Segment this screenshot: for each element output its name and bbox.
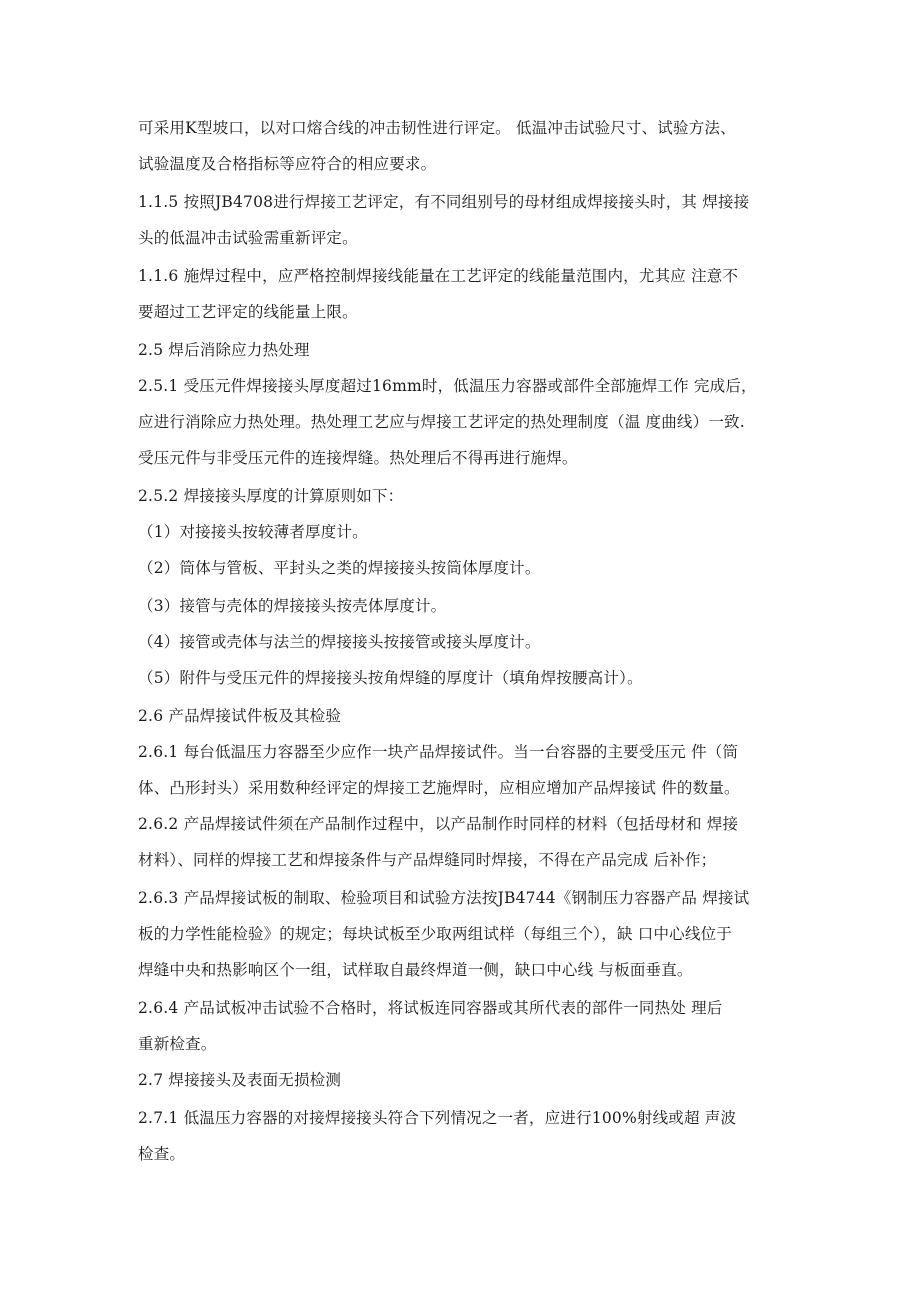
text-line: 1.1.6 施焊过程中，应严格控制焊接线能量在工艺评定的线能量范围内，尤其应 注意不 [138,267,739,285]
text-line: 2.6.1 每台低温压力容器至少应作一块产品焊接试件。当一台容器的主要受压元 件（筒 [138,743,739,761]
text-line: 可采用K型坡口，以对口熔合线的冲击韧性进行评定。 低温冲击试验尺寸、试验方法、 [138,119,736,137]
text-line: 检查。 [138,1145,186,1163]
section-heading: 2.5 焊后消除应力热处理 [138,341,310,359]
text-line: 2.6.3 产品焊接试板的制取、检验项目和试验方法按JB4744《钢制压力容器产品 焊接试 [138,889,750,907]
text-line: 受压元件与非受压元件的连接焊缝。热处理后不得再进行施焊。 [138,449,578,467]
text-line: 头的低温冲击试验需重新评定。 [138,229,358,247]
text-line: 体、凸形封头）采用数种经评定的焊接工艺施焊时，应相应增加产品焊接试 件的数量。 [138,779,740,797]
text-line: 应进行消除应力热处理。热处理工艺应与焊接工艺评定的热处理制度（温 度曲线）一致. [138,413,745,431]
list-item: （2）筒体与管板、平封头之类的焊接接头按筒体厚度计。 [138,559,541,577]
text-line: 焊缝中央和热影响区个一组，试样取自最终焊道一侧，缺口中心线 与板面垂直。 [138,961,693,979]
text-line: 板的力学性能检验》的规定；每块试板至少取两组试样（每组三个），缺 口中心线位于 [138,925,732,943]
text-line: 重新检查。 [138,1035,217,1053]
section-heading: 2.7 焊接接头及表面无损检测 [138,1071,342,1089]
list-item: （4）接管或壳体与法兰的焊接接头按接管或接头厚度计。 [138,633,541,651]
list-item: （1）对接接头按较薄者厚度计。 [138,523,368,541]
text-line: 1.1.5 按照JB4708进行焊接工艺评定，有不同组别号的母材组成焊接接头时，其 焊接接 [138,193,750,211]
text-line: 2.6.2 产品焊接试件须在产品制作过程中，以产品制作时同样的材料（包括母材和 焊接 [138,815,739,833]
section-heading: 2.6 产品焊接试件板及其检验 [138,707,342,725]
text-line: 2.5.2 焊接接头厚度的计算原则如下： [138,487,404,505]
text-line: 要超过工艺评定的线能量上限。 [138,303,358,321]
list-item: （5）附件与受压元件的焊接接头按角焊缝的厚度计（填角焊按腰高计）。 [138,669,643,687]
text-line: 2.6.4 产品试板冲击试验不合格时，将试板连同容器或其所代表的部件一同热处 理后 [138,999,723,1017]
text-line: 2.7.1 低温压力容器的对接焊接接头符合下列情况之一者，应进行100%射线或超 声波 [138,1109,737,1127]
text-line: 材料）、同样的焊接工艺和焊接条件与产品焊缝同时焊接，不得在产品完成 后补作； [138,851,717,869]
text-line: 2.5.1 受压元件焊接接头厚度超过16mm时，低温压力容器或部件全部施焊工作 完成后， [138,377,757,395]
text-line: 试验温度及合格指标等应符合的相应要求。 [138,155,437,173]
list-item: （3）接管与壳体的焊接接头按壳体厚度计。 [138,597,447,615]
